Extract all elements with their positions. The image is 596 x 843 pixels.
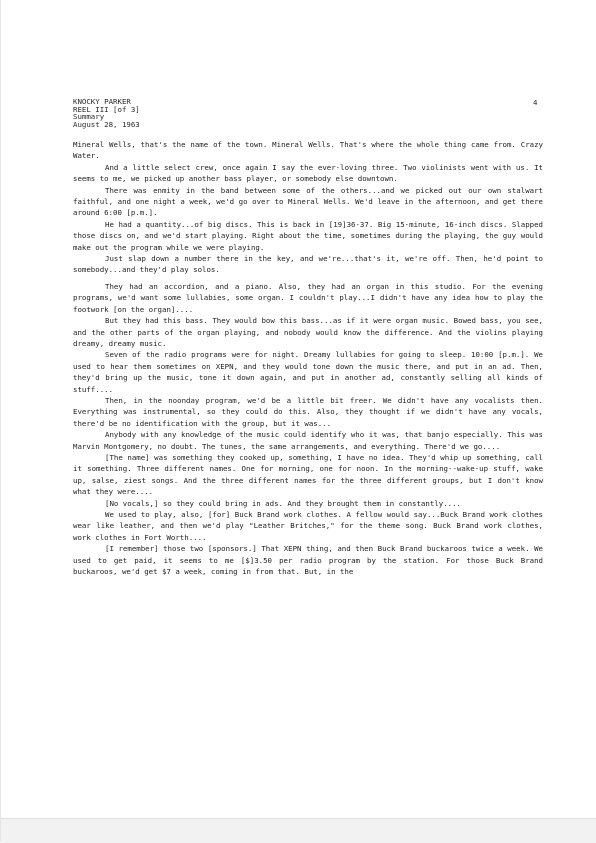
paragraph: Then, in the noonday program, we'd be a little bit freer. We didn't have any vocalists then. Everything was instrumental, so they could do this. Also, they thought if we didn't have any vocals, there'd be no identification with the group, but it was... bbox=[73, 395, 543, 428]
paragraph: We used to play, also, [for] Buck Brand work clothes. A fellow would say...Buck Brand work clothes wear like leather, and then we'd play "Leather Britches," for the theme song. Buck Brand work clothes, work clothes in Fort Worth.... bbox=[73, 510, 543, 542]
header-date: August 28, 1963 bbox=[73, 119, 140, 129]
header-title: KNOCKY PARKER bbox=[73, 97, 131, 106]
page-number: 4 bbox=[533, 98, 538, 107]
document-header bbox=[73, 98, 543, 128]
paragraph: There was enmity in the band between some of the others...and we picked out our own stalwart faithful, and one night a week, we'd go over to Mineral Wells. We'd leave in the afternoon, and get there around 6:00 [p.m.]. bbox=[73, 185, 543, 218]
header-type: Summary bbox=[73, 112, 105, 122]
paragraph: Seven of the radio programs were for night. Dreamy lullabies for going to sleep. 10:00 [p.m.]. We used to hear them sometimes on XEPN, and they would tone down the music there, and put in an ad. Then, they'd bring up the music, tone it down again, and put in another ad, constantly selling all kinds of stuff.... bbox=[73, 350, 543, 394]
header-reel: REEL III [of 3] bbox=[73, 104, 140, 114]
paragraph: They had an accordion, and a piano. Also, they had an organ in this studio. For the evening programs, we'd want some lullabies, some organ. I couldn't play...I didn't have any idea how to play the footwork [on the organ].... bbox=[73, 281, 543, 314]
paragraph: [No vocals,] so they could bring in ads. And they brought them in constantly.... bbox=[105, 498, 461, 508]
paragraph: But they had this bass. They would bow this bass...as if it were organ music. Bowed bass, you see, and the other parts of the organ playing, and nobody would know the difference. And the violins playing dreamy, dreamy music. bbox=[73, 316, 543, 348]
paragraph: And a little select crew, once again I say the ever-loving three. Two violinists went with us. It seems to me, we picked up another bass player, or somebody else downtown. bbox=[73, 162, 543, 184]
document-body bbox=[73, 139, 543, 577]
paragraph: [The name] was something they cooked up, something, I have no idea. They'd whip up something, call it something. Three different names. One for morning, one for noon. In the morning--wake-up stuff, wake up, salse, ziest songs. And the three different names for the three different groups, but I don't know what they were.... bbox=[73, 452, 543, 497]
page-bottom-strip bbox=[1, 818, 596, 843]
paragraph: [I remember] those two [sponsors.] That XEPN thing, and then Buck Brand buckaroos twice a week. We used to get paid, it seems to me [$]3.50 per radio program by the station. For those Buck Brand buckaroos, we'd get $7 a week, coming in from that. But, in the bbox=[73, 544, 543, 577]
paragraph: He had a quantity...of big discs. This is back in [19]36-37. Big 15-minute, 16-inch discs. Slapped those discs on, and we'd start playing. Right about the time, sometimes during the playing, the guy would make out the program while we were playing. bbox=[73, 219, 543, 252]
paragraph: Just slap down a number there in the key, and we're...that's it, we're off. Then, he'd point to somebody...and they'd play solos. bbox=[73, 254, 543, 275]
paragraph: Mineral Wells, that's the name of the town. Mineral Wells. That's where the whole thing came from. Crazy Water. bbox=[73, 140, 543, 161]
paragraph: Anybody with any knowledge of the music could identify who it was, that banjo especially. This was Marvin Montgomery, no doubt. The tunes, the same arrangements, and everything. There'd we go.... bbox=[73, 430, 543, 451]
